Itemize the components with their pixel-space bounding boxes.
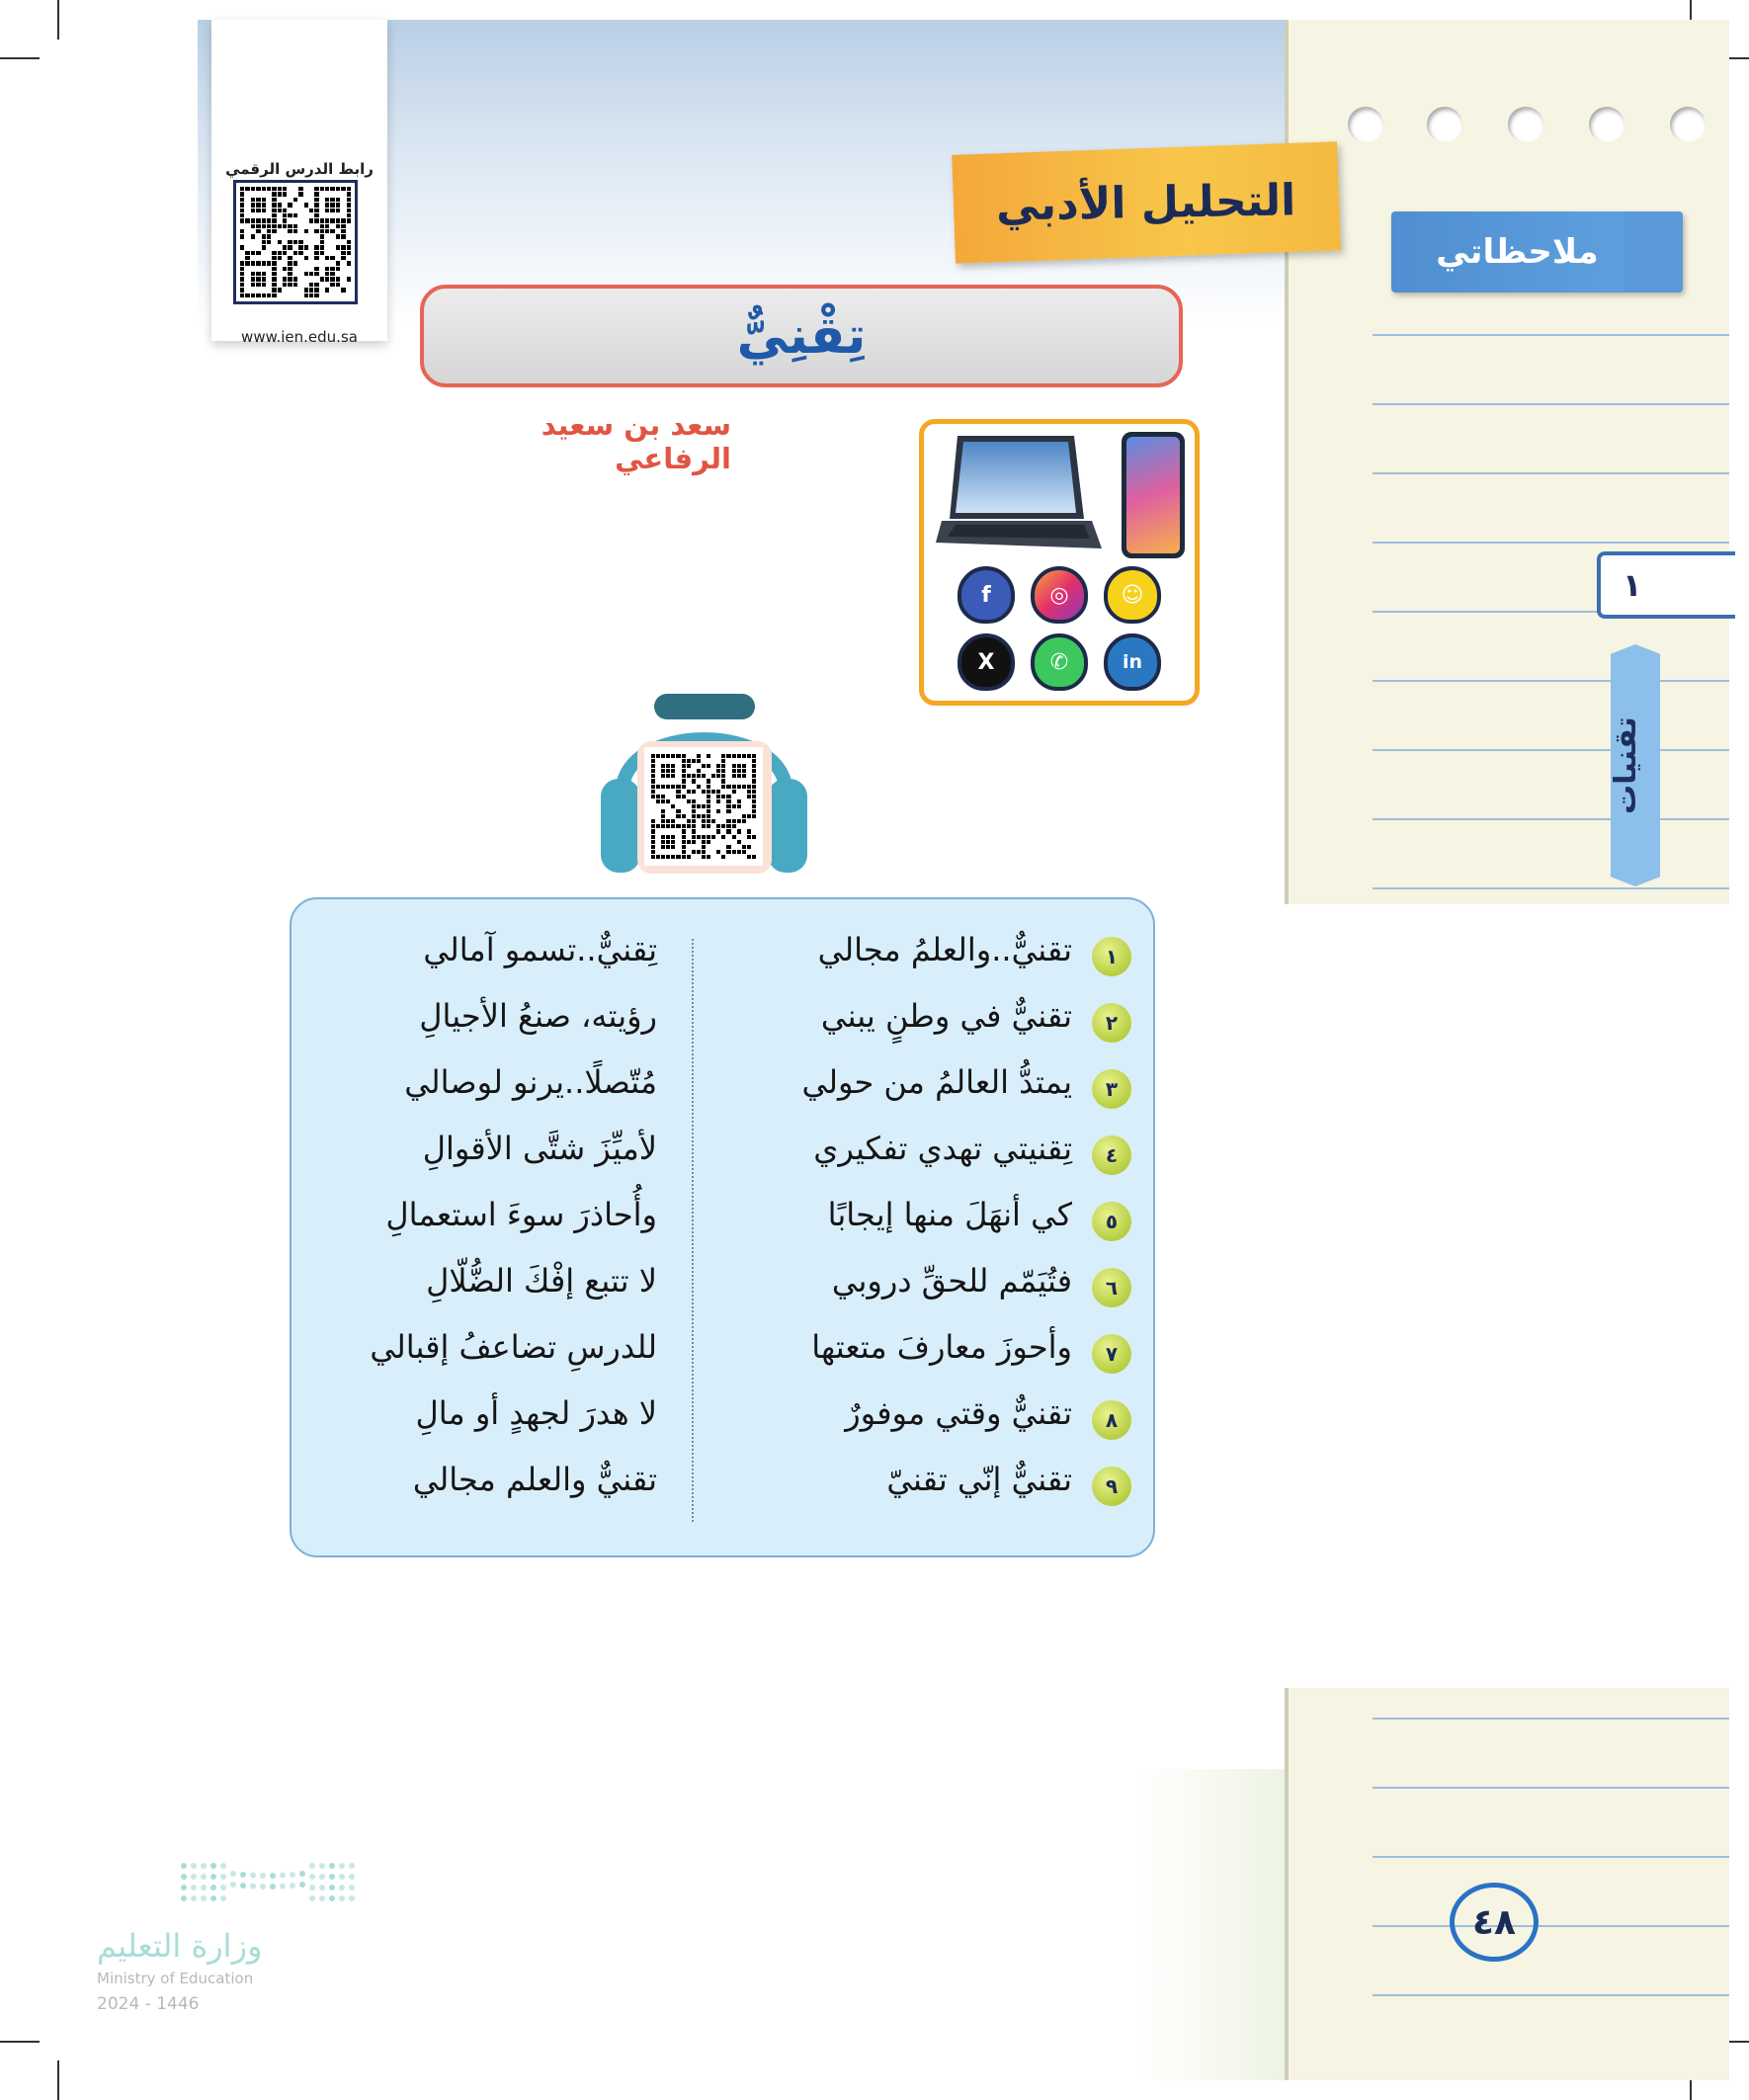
verse-first-hemistich: كي أنهَلَ منها إيجابًا — [827, 1196, 1072, 1233]
unit-number-box — [1597, 551, 1735, 619]
whatsapp-icon: ✆ — [1031, 633, 1088, 691]
verse-second-hemistich: لا تتبع إفْكَ الضُّلّالِ — [426, 1262, 657, 1300]
digital-lesson-title: رابط الدرس الرقمي — [225, 160, 374, 178]
verse-first-hemistich: تقنيٌّ في وطنٍ يبني — [820, 997, 1072, 1035]
poem-title-box — [420, 285, 1183, 387]
note-line — [1373, 680, 1729, 682]
poem-title: تِقْنِيٌّ — [736, 306, 867, 366]
verse-second-hemistich: لا هدرَ لجهدٍ أو مالِ — [415, 1394, 657, 1432]
crop-mark — [57, 0, 59, 40]
binder-hole — [1508, 107, 1543, 142]
digital-lesson-card[interactable] — [211, 20, 387, 346]
note-line — [1373, 1925, 1729, 1927]
verse-number: ٢ — [1092, 1003, 1131, 1043]
verse-second-hemistich: وأُحاذرَ سوءَ استعمالِ — [385, 1196, 657, 1233]
note-line — [1373, 749, 1729, 751]
audio-qr-code[interactable] — [644, 747, 763, 866]
note-line — [1373, 403, 1729, 405]
lesson-qr-code[interactable] — [233, 180, 358, 304]
verse-number: ٨ — [1092, 1400, 1131, 1440]
unit-number: ١ — [1623, 566, 1642, 604]
verse-second-hemistich: مُتّصلًا..يرنو لوصالي — [404, 1063, 657, 1101]
notes-notebook — [1285, 20, 1729, 904]
ministry-name-arabic: وزارة التعليم — [97, 1927, 263, 1965]
verse-first-hemistich: تِقنيتي تهدي تفكيري — [813, 1130, 1072, 1167]
ministry-logo-icon — [178, 1858, 356, 1917]
note-line — [1373, 1718, 1729, 1720]
instagram-icon: ◎ — [1031, 566, 1088, 624]
note-line — [1373, 818, 1729, 820]
verse-first-hemistich: تقنيٌّ وقتي موفورٌ — [845, 1394, 1072, 1432]
laptop-icon — [936, 432, 1104, 565]
ministry-year: 2024 - 1446 — [97, 1994, 200, 2014]
page-number: ٤٨ — [1450, 1883, 1539, 1962]
binder-hole — [1589, 107, 1624, 142]
unit-name: تقنيات — [1609, 716, 1643, 815]
facebook-icon: f — [958, 566, 1015, 624]
verse-second-hemistich: تقنيٌّ والعلم مجالي — [412, 1461, 657, 1498]
verse-first-hemistich: وأحوزَ معارفَ متعتها — [811, 1328, 1072, 1366]
binder-hole — [1348, 107, 1383, 142]
verse-number: ٣ — [1092, 1069, 1131, 1109]
note-line — [1373, 542, 1729, 544]
audio-headphones-qr[interactable] — [593, 680, 815, 882]
binder-hole — [1670, 107, 1706, 142]
verse-second-hemistich: لأميِّزَ شتَّى الأقوالِ — [422, 1130, 657, 1167]
note-line — [1373, 472, 1729, 474]
verse-first-hemistich: يمتدُّ العالمُ من حولي — [801, 1063, 1072, 1101]
verse-number: ٥ — [1092, 1202, 1131, 1241]
verse-number: ٧ — [1092, 1334, 1131, 1374]
verse-number: ٦ — [1092, 1268, 1131, 1307]
lesson-url[interactable]: www.ien.edu.sa — [241, 328, 358, 346]
crop-mark — [57, 2060, 59, 2100]
linkedin-icon: in — [1104, 633, 1161, 691]
verse-second-hemistich: رؤيته، صنعُ الأجيالِ — [419, 997, 657, 1035]
verse-first-hemistich: تقنيٌّ..والعلمُ مجالي — [817, 931, 1072, 968]
qr-pattern — [240, 187, 351, 297]
verse-first-hemistich: فتُيَمّم للحقِّ دروبي — [831, 1262, 1072, 1300]
qr-pattern — [651, 754, 756, 859]
note-line — [1373, 1787, 1729, 1789]
verse-number: ٤ — [1092, 1135, 1131, 1175]
verse-number: ١ — [1092, 937, 1131, 976]
notes-tab — [1391, 211, 1683, 293]
verse-second-hemistich: للدرسِ تضاعفُ إقبالي — [370, 1328, 657, 1366]
verse-number: ٩ — [1092, 1467, 1131, 1506]
note-line — [1373, 887, 1729, 889]
note-line — [1373, 1856, 1729, 1858]
lesson-type-banner — [952, 141, 1341, 264]
note-line — [1373, 334, 1729, 336]
verse-first-hemistich: تقنيٌّ إنّي تقنيّ — [886, 1461, 1072, 1498]
binder-hole — [1427, 107, 1462, 142]
crop-mark — [0, 57, 40, 59]
notes-tab-label: ملاحظاتي — [1436, 232, 1599, 272]
devices-illustration — [919, 419, 1200, 706]
poet-name: سعد بن سعيد الرفاعي — [541, 408, 731, 475]
ministry-name-english: Ministry of Education — [97, 1970, 254, 1987]
verse-second-hemistich: تِقنيٌّ..تسمو آمالي — [423, 931, 657, 968]
corner-gradient — [1136, 1769, 1285, 2080]
smartphone-icon — [1122, 432, 1185, 558]
crop-mark — [0, 2041, 40, 2043]
x-icon: X — [958, 633, 1015, 691]
snapchat-icon: ☺ — [1104, 566, 1161, 624]
lesson-type-title: التحليل الأدبي — [995, 174, 1297, 231]
note-line — [1373, 1994, 1729, 1996]
hemistich-divider — [692, 939, 694, 1522]
